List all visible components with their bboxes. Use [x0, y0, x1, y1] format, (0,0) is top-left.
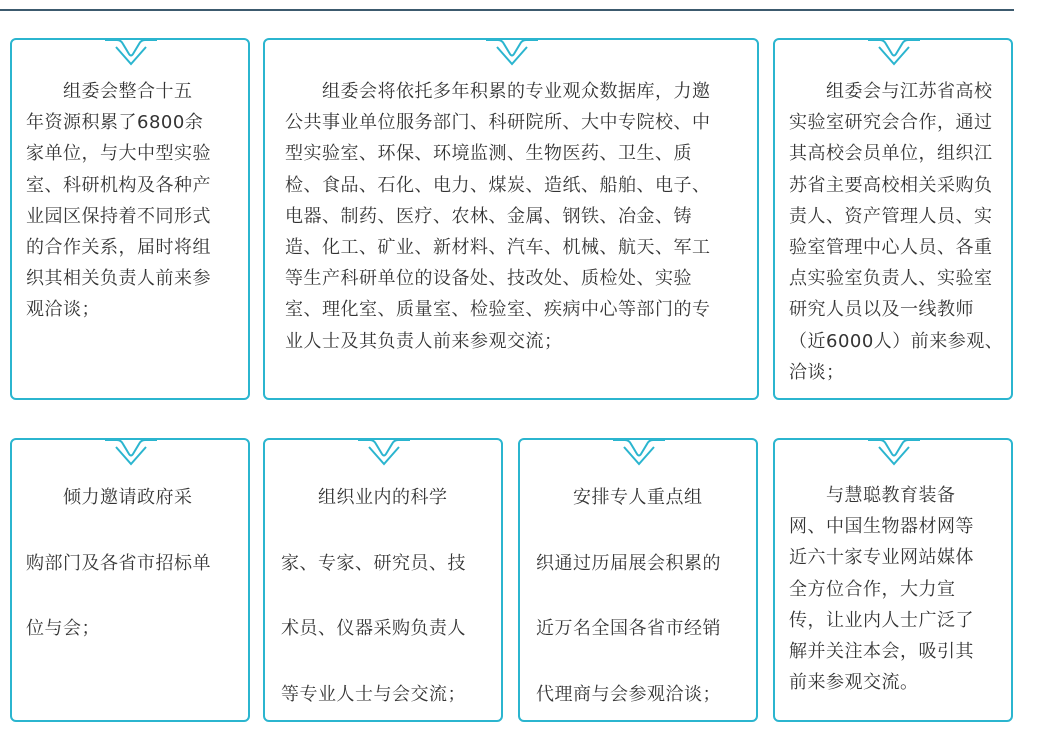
chevron-down-icon: [484, 37, 540, 71]
card-3-text: 组委会与江苏省高校 实验室研究会合作，通过 其高校会员单位，组织江 苏省主要高校相关采购负 责人、资产管理人员、实 验室管理中心人员、各重 点实验室负责人、实验室 研究人员以及一线教师 （近6000人）前来参观、 洽谈；: [789, 81, 1004, 383]
chevron-down-icon: [866, 37, 922, 71]
card-4-text: 倾力邀请政府采 购部门及各省市招标单 位与会；: [26, 487, 211, 639]
chevron-down-icon: [866, 437, 922, 471]
card-2-text: 组委会将依托多年积累的专业观众数据库，力邀 公共事业单位服务部门、科研院所、大中专院校、中 型实验室、环保、环境监测、生物医药、卫生、质 检、食品、石化、电力、煤炭、造纸、船舶、电子、 电器、制药、医疗、农林、金属、钢铁、冶金、铸 造、化工、矿业、新材料、汽车、机械、航天、军工 等生产科研单位的设备处、技改处、质检处、实验 室、理化室、质量室、检验室、疾病中心等部门的专 业人士及其负责人前来参观交流；: [285, 81, 711, 352]
card-1-text: 组委会整合十五 年资源积累了6800余 家单位，与大中型实验 室、科研机构及各种产 业园区保持着不同形式 的合作关系，届时将组 织其相关负责人前来参 观洽谈；: [26, 81, 211, 321]
info-card-1: [10, 38, 250, 400]
card-6-text: 安排专人重点组 织通过历届展会积累的 近万名全国各省市经销 代理商与会参观洽谈；: [536, 487, 721, 705]
info-card-5: [263, 438, 503, 722]
card-7-text: 与慧聪教育装备 网、中国生物器材网等 近六十家专业网站媒体 全方位合作，大力宣 传，让业内人士广泛了 解并关注本会，吸引其 前来参观交流。: [789, 485, 974, 694]
info-card-2: [263, 38, 759, 400]
chevron-down-icon: [103, 37, 159, 71]
card-5-text: 组织业内的科学 家、专家、研究员、技 术员、仪器采购负责人 等专业人士与会交流；: [281, 487, 466, 705]
top-divider-line: [0, 9, 1014, 11]
info-card-3: [773, 38, 1013, 400]
info-card-6: [518, 438, 758, 722]
info-card-4: [10, 438, 250, 722]
info-card-7: [773, 438, 1013, 722]
